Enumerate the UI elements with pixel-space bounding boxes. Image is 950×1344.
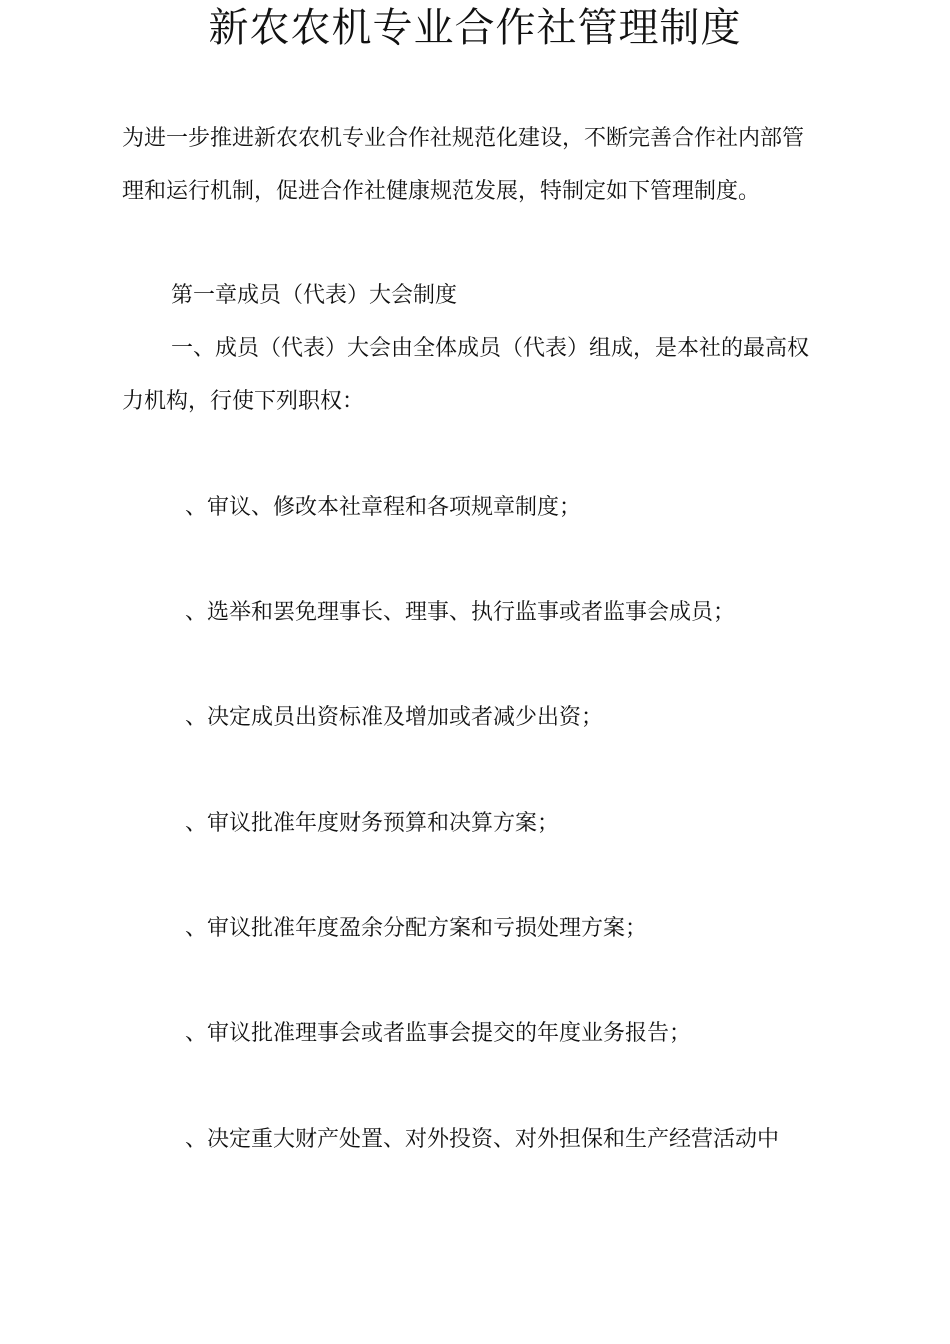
list-item: 、审议批准年度财务预算和决算方案； bbox=[185, 811, 560, 836]
clause-one-paragraph: 一、成员（代表）大会由全体成员（代表）组成，是本社的最高权力机构，行使下列职权： bbox=[122, 336, 810, 414]
list-item: 、审议、修改本社章程和各项规章制度； bbox=[185, 495, 582, 520]
document-title: 新农农机专业合作社管理制度 bbox=[208, 5, 742, 51]
chapter-heading: 第一章成员（代表）大会制度 bbox=[171, 283, 458, 308]
list-item: 、审议批准年度盈余分配方案和亏损处理方案； bbox=[185, 916, 648, 941]
list-item: 、选举和罢免理事长、理事、执行监事或者监事会成员； bbox=[185, 600, 736, 625]
intro-paragraph: 为进一步推进新农农机专业合作社规范化建设，不断完善合作社内部管理和运行机制，促进合作社健康规范发展，特制定如下管理制度。 bbox=[122, 126, 805, 204]
list-item: 、审议批准理事会或者监事会提交的年度业务报告； bbox=[185, 1021, 692, 1046]
list-item: 、决定成员出资标准及增加或者减少出资； bbox=[185, 705, 604, 730]
list-item: 、决定重大财产处置、对外投资、对外担保和生产经营活动中 bbox=[185, 1127, 780, 1152]
